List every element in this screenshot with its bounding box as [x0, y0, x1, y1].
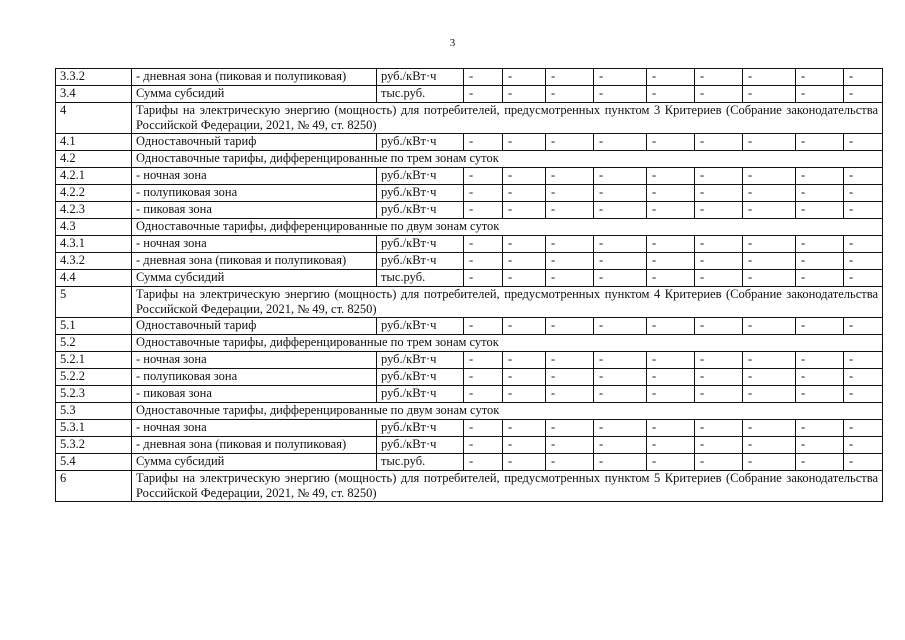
- value-cell: -: [464, 369, 503, 386]
- value-cell: -: [695, 202, 743, 219]
- value-cell: -: [503, 236, 546, 253]
- value-cell: -: [743, 437, 796, 454]
- value-cell: -: [647, 437, 695, 454]
- row-number: 4.2.1: [56, 168, 132, 185]
- value-cell: -: [503, 454, 546, 471]
- value-cell: -: [464, 134, 503, 151]
- row-unit: руб./кВт·ч: [377, 386, 464, 403]
- value-cell: -: [647, 69, 695, 86]
- table-row: [56, 69, 883, 86]
- value-cell: -: [546, 253, 594, 270]
- value-cell: -: [464, 168, 503, 185]
- value-cell: -: [503, 168, 546, 185]
- row-number: 5.2.1: [56, 352, 132, 369]
- value-cell: -: [503, 86, 546, 103]
- row-description: - полупиковая зона: [132, 369, 377, 386]
- row-number: 4.3.1: [56, 236, 132, 253]
- value-cell: -: [647, 386, 695, 403]
- value-cell: -: [844, 202, 883, 219]
- value-cell: -: [503, 318, 546, 335]
- value-cell: -: [695, 253, 743, 270]
- value-cell: -: [743, 202, 796, 219]
- value-cell: -: [844, 270, 883, 287]
- value-cell: -: [503, 270, 546, 287]
- tariff-table: [55, 68, 883, 502]
- value-cell: -: [796, 369, 844, 386]
- section-heading: Одноставочные тарифы, дифференцированные по трем зонам суток: [132, 335, 883, 352]
- table-row: [56, 185, 883, 202]
- row-number: 4.4: [56, 270, 132, 287]
- row-number: 5.3.1: [56, 420, 132, 437]
- row-number: 3.3.2: [56, 69, 132, 86]
- value-cell: -: [647, 202, 695, 219]
- row-unit: руб./кВт·ч: [377, 69, 464, 86]
- row-number: 4.3: [56, 219, 132, 236]
- value-cell: -: [546, 270, 594, 287]
- value-cell: -: [796, 437, 844, 454]
- row-number: 5.2.2: [56, 369, 132, 386]
- row-unit: руб./кВт·ч: [377, 437, 464, 454]
- value-cell: -: [647, 352, 695, 369]
- row-number: 5.1: [56, 318, 132, 335]
- table-row: [56, 352, 883, 369]
- row-number: 4.2.3: [56, 202, 132, 219]
- table-row: [56, 369, 883, 386]
- row-description: Сумма субсидий: [132, 454, 377, 471]
- value-cell: -: [647, 420, 695, 437]
- value-cell: -: [844, 454, 883, 471]
- value-cell: -: [695, 185, 743, 202]
- section-heading: Одноставочные тарифы, дифференцированные по двум зонам суток: [132, 403, 883, 420]
- value-cell: -: [796, 386, 844, 403]
- row-unit: руб./кВт·ч: [377, 352, 464, 369]
- table-row: [56, 270, 883, 287]
- table-row: [56, 168, 883, 185]
- value-cell: -: [695, 352, 743, 369]
- row-number: 4.2.2: [56, 185, 132, 202]
- value-cell: -: [844, 168, 883, 185]
- value-cell: -: [796, 134, 844, 151]
- value-cell: -: [796, 420, 844, 437]
- value-cell: -: [743, 386, 796, 403]
- value-cell: -: [695, 86, 743, 103]
- tariff-table-body: [56, 69, 883, 502]
- row-number: 5.3.2: [56, 437, 132, 454]
- value-cell: -: [743, 86, 796, 103]
- value-cell: -: [546, 168, 594, 185]
- value-cell: -: [743, 270, 796, 287]
- row-unit: тыс.руб.: [377, 86, 464, 103]
- row-number: 4.3.2: [56, 253, 132, 270]
- table-row: [56, 386, 883, 403]
- page-number: 3: [449, 37, 456, 49]
- value-cell: -: [695, 318, 743, 335]
- value-cell: -: [743, 168, 796, 185]
- value-cell: -: [503, 352, 546, 369]
- value-cell: -: [844, 352, 883, 369]
- table-row: [56, 437, 883, 454]
- value-cell: -: [546, 420, 594, 437]
- row-description: - дневная зона (пиковая и полупиковая): [132, 69, 377, 86]
- row-number: 4.1: [56, 134, 132, 151]
- row-description: - ночная зона: [132, 236, 377, 253]
- value-cell: -: [647, 134, 695, 151]
- section-row: [56, 151, 883, 168]
- value-cell: -: [844, 386, 883, 403]
- value-cell: -: [464, 318, 503, 335]
- value-cell: -: [594, 86, 647, 103]
- value-cell: -: [464, 185, 503, 202]
- section-row: [56, 287, 883, 318]
- section-heading: Одноставочные тарифы, дифференцированные по двум зонам суток: [132, 219, 883, 236]
- value-cell: -: [503, 369, 546, 386]
- row-unit: руб./кВт·ч: [377, 134, 464, 151]
- value-cell: -: [546, 86, 594, 103]
- value-cell: -: [546, 185, 594, 202]
- value-cell: -: [594, 454, 647, 471]
- row-description: - полупиковая зона: [132, 185, 377, 202]
- value-cell: -: [647, 318, 695, 335]
- section-heading: Тарифы на электрическую энергию (мощность) для потребителей, предусмотренных пунктом 3 Критериев (Собрание законодательства Российской Федерации, 2021, № 49, ст. 8250): [132, 103, 883, 134]
- section-row: [56, 335, 883, 352]
- value-cell: -: [594, 270, 647, 287]
- value-cell: -: [594, 185, 647, 202]
- value-cell: -: [695, 437, 743, 454]
- value-cell: -: [844, 369, 883, 386]
- value-cell: -: [844, 236, 883, 253]
- value-cell: -: [503, 437, 546, 454]
- section-heading: Одноставочные тарифы, дифференцированные по трем зонам суток: [132, 151, 883, 168]
- section-row: [56, 403, 883, 420]
- row-unit: тыс.руб.: [377, 270, 464, 287]
- row-unit: руб./кВт·ч: [377, 420, 464, 437]
- row-number: 6: [56, 471, 132, 502]
- value-cell: -: [594, 318, 647, 335]
- value-cell: -: [743, 236, 796, 253]
- value-cell: -: [796, 270, 844, 287]
- row-description: - дневная зона (пиковая и полупиковая): [132, 437, 377, 454]
- section-row: [56, 471, 883, 502]
- value-cell: -: [647, 270, 695, 287]
- value-cell: -: [546, 454, 594, 471]
- value-cell: -: [546, 236, 594, 253]
- value-cell: -: [546, 369, 594, 386]
- value-cell: -: [594, 369, 647, 386]
- section-heading: Тарифы на электрическую энергию (мощность) для потребителей, предусмотренных пунктом 5 Критериев (Собрание законодательства Российской Федерации, 2021, № 49, ст. 8250): [132, 471, 883, 502]
- value-cell: -: [647, 185, 695, 202]
- value-cell: -: [796, 253, 844, 270]
- value-cell: -: [796, 454, 844, 471]
- value-cell: -: [796, 168, 844, 185]
- value-cell: -: [695, 134, 743, 151]
- value-cell: -: [594, 202, 647, 219]
- value-cell: -: [464, 253, 503, 270]
- value-cell: -: [743, 420, 796, 437]
- table-row: [56, 253, 883, 270]
- row-unit: руб./кВт·ч: [377, 318, 464, 335]
- table-row: [56, 318, 883, 335]
- value-cell: -: [743, 134, 796, 151]
- value-cell: -: [464, 386, 503, 403]
- row-description: Сумма субсидий: [132, 86, 377, 103]
- table-row: [56, 236, 883, 253]
- value-cell: -: [594, 134, 647, 151]
- row-number: 5.2.3: [56, 386, 132, 403]
- value-cell: -: [743, 454, 796, 471]
- value-cell: -: [844, 185, 883, 202]
- row-description: - пиковая зона: [132, 386, 377, 403]
- value-cell: -: [503, 420, 546, 437]
- value-cell: -: [546, 134, 594, 151]
- value-cell: -: [695, 369, 743, 386]
- table-row: [56, 454, 883, 471]
- value-cell: -: [647, 236, 695, 253]
- value-cell: -: [464, 236, 503, 253]
- section-row: [56, 103, 883, 134]
- row-unit: руб./кВт·ч: [377, 236, 464, 253]
- value-cell: -: [464, 202, 503, 219]
- value-cell: -: [594, 352, 647, 369]
- row-description: - ночная зона: [132, 420, 377, 437]
- row-unit: руб./кВт·ч: [377, 202, 464, 219]
- value-cell: -: [695, 386, 743, 403]
- row-number: 5.2: [56, 335, 132, 352]
- value-cell: -: [743, 69, 796, 86]
- row-number: 5.3: [56, 403, 132, 420]
- value-cell: -: [796, 202, 844, 219]
- value-cell: -: [464, 352, 503, 369]
- value-cell: -: [695, 420, 743, 437]
- value-cell: -: [844, 86, 883, 103]
- value-cell: -: [546, 386, 594, 403]
- value-cell: -: [546, 202, 594, 219]
- row-description: Одноставочный тариф: [132, 318, 377, 335]
- table-row: [56, 134, 883, 151]
- row-unit: тыс.руб.: [377, 454, 464, 471]
- value-cell: -: [594, 236, 647, 253]
- value-cell: -: [594, 437, 647, 454]
- value-cell: -: [503, 134, 546, 151]
- table-row: [56, 202, 883, 219]
- value-cell: -: [796, 86, 844, 103]
- value-cell: -: [503, 253, 546, 270]
- value-cell: -: [844, 437, 883, 454]
- value-cell: -: [546, 437, 594, 454]
- value-cell: -: [743, 352, 796, 369]
- value-cell: -: [796, 185, 844, 202]
- row-description: - дневная зона (пиковая и полупиковая): [132, 253, 377, 270]
- value-cell: -: [464, 86, 503, 103]
- value-cell: -: [464, 69, 503, 86]
- value-cell: -: [796, 318, 844, 335]
- section-row: [56, 219, 883, 236]
- table-row: [56, 86, 883, 103]
- value-cell: -: [647, 86, 695, 103]
- value-cell: -: [743, 318, 796, 335]
- value-cell: -: [743, 369, 796, 386]
- value-cell: -: [464, 437, 503, 454]
- row-description: - ночная зона: [132, 352, 377, 369]
- value-cell: -: [796, 352, 844, 369]
- row-number: 4: [56, 103, 132, 134]
- value-cell: -: [695, 454, 743, 471]
- row-unit: руб./кВт·ч: [377, 253, 464, 270]
- value-cell: -: [695, 236, 743, 253]
- value-cell: -: [844, 253, 883, 270]
- value-cell: -: [796, 236, 844, 253]
- value-cell: -: [844, 69, 883, 86]
- value-cell: -: [796, 69, 844, 86]
- value-cell: -: [594, 253, 647, 270]
- value-cell: -: [695, 270, 743, 287]
- value-cell: -: [503, 202, 546, 219]
- value-cell: -: [594, 69, 647, 86]
- section-heading: Тарифы на электрическую энергию (мощность) для потребителей, предусмотренных пунктом 4 Критериев (Собрание законодательства Российской Федерации, 2021, № 49, ст. 8250): [132, 287, 883, 318]
- value-cell: -: [503, 185, 546, 202]
- row-unit: руб./кВт·ч: [377, 185, 464, 202]
- value-cell: -: [594, 420, 647, 437]
- value-cell: -: [546, 352, 594, 369]
- value-cell: -: [743, 185, 796, 202]
- row-description: - ночная зона: [132, 168, 377, 185]
- value-cell: -: [695, 168, 743, 185]
- row-unit: руб./кВт·ч: [377, 369, 464, 386]
- value-cell: -: [546, 318, 594, 335]
- value-cell: -: [695, 69, 743, 86]
- row-number: 3.4: [56, 86, 132, 103]
- value-cell: -: [647, 168, 695, 185]
- value-cell: -: [844, 318, 883, 335]
- row-number: 5: [56, 287, 132, 318]
- value-cell: -: [464, 454, 503, 471]
- value-cell: -: [503, 69, 546, 86]
- value-cell: -: [464, 420, 503, 437]
- row-description: Одноставочный тариф: [132, 134, 377, 151]
- table-row: [56, 420, 883, 437]
- row-description: Сумма субсидий: [132, 270, 377, 287]
- value-cell: -: [647, 369, 695, 386]
- value-cell: -: [844, 134, 883, 151]
- value-cell: -: [844, 420, 883, 437]
- value-cell: -: [594, 386, 647, 403]
- value-cell: -: [743, 253, 796, 270]
- row-number: 4.2: [56, 151, 132, 168]
- row-unit: руб./кВт·ч: [377, 168, 464, 185]
- value-cell: -: [503, 386, 546, 403]
- value-cell: -: [647, 253, 695, 270]
- row-number: 5.4: [56, 454, 132, 471]
- value-cell: -: [464, 270, 503, 287]
- value-cell: -: [546, 69, 594, 86]
- row-description: - пиковая зона: [132, 202, 377, 219]
- value-cell: -: [594, 168, 647, 185]
- value-cell: -: [647, 454, 695, 471]
